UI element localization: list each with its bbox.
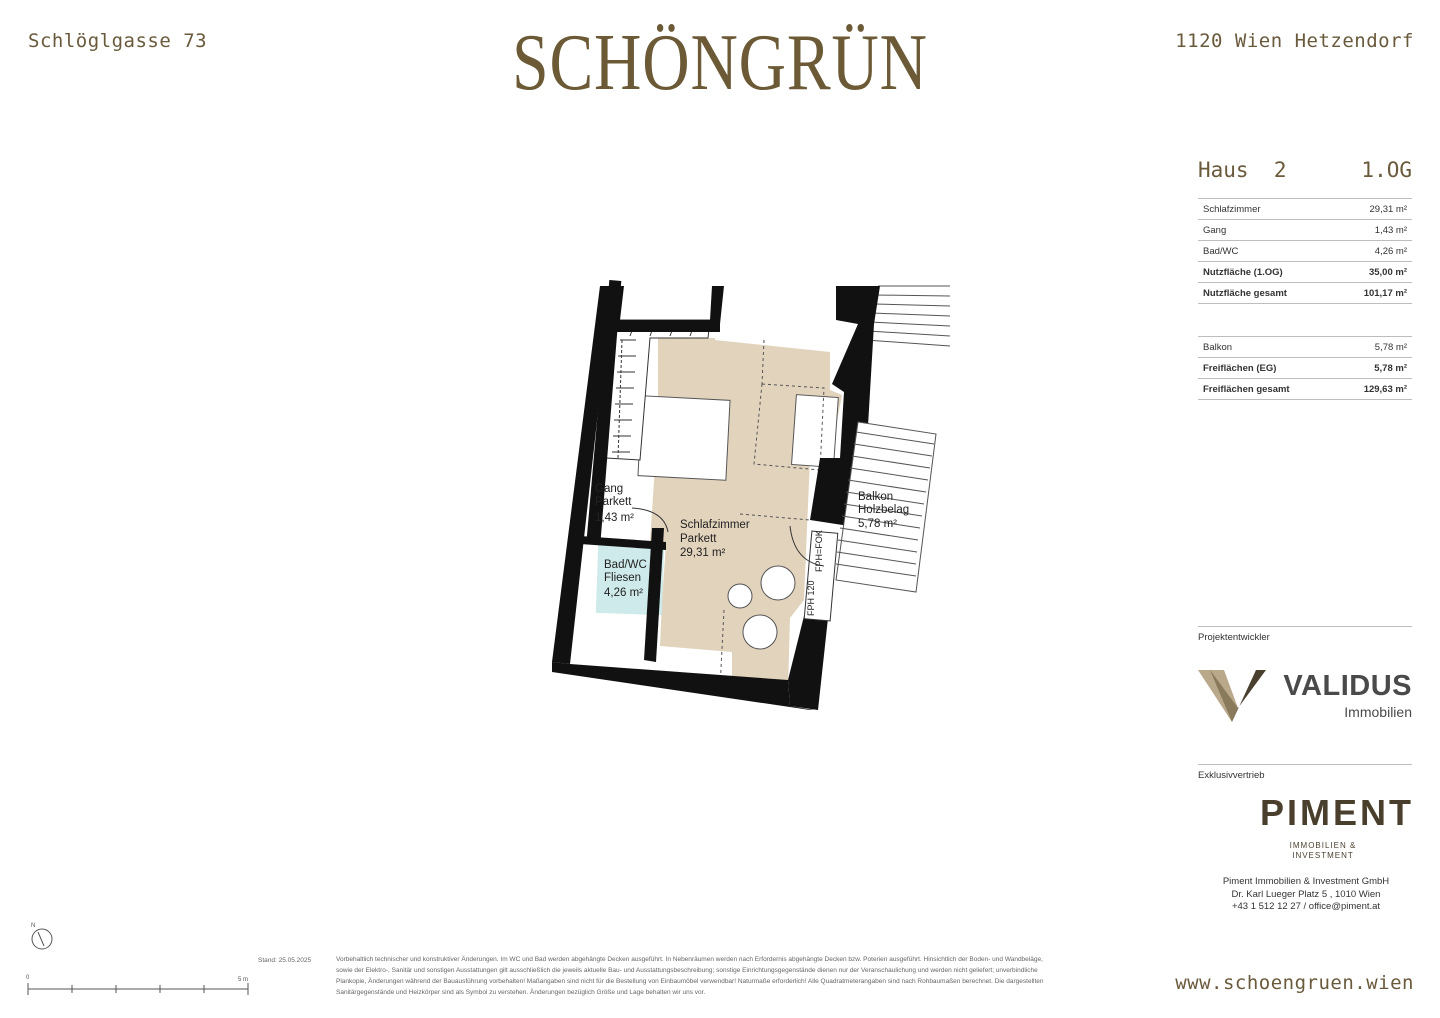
armchair (761, 566, 795, 600)
validus-logo (1198, 668, 1412, 726)
room-name-balkon: Balkon (858, 491, 894, 503)
area-value: 101,17 m² (1335, 283, 1412, 304)
side-table (728, 584, 752, 608)
project-address: Schlöglgasse 73 (28, 30, 208, 52)
scale-bar (26, 973, 252, 997)
room-area-balkon: 5,78 m² (858, 518, 897, 530)
scale-ticks (28, 983, 248, 995)
compass-icon (32, 929, 52, 949)
room-name-schlafzimmer: Schlafzimmer (680, 519, 750, 531)
date-stamp: Stand: 25.05.2025 (258, 957, 312, 964)
area-value: 29,31 m² (1335, 199, 1412, 220)
room-floor-balkon: Holzbelag (858, 504, 910, 516)
bed (638, 396, 730, 480)
piment-subtitle (1270, 841, 1376, 861)
table-row (1198, 358, 1412, 379)
table-row (1198, 262, 1412, 283)
distribution-label: Exklusivvertrieb (1198, 764, 1412, 781)
company-name: Piment Immobilien & Investment GmbH (1222, 876, 1390, 887)
disclaimer-text: Vorbehaltlich technischer und konstruktiver Änderungen. Im WC und Bad werden abgehängte Decken ausgeführt. In Nebenräumen werden nach Erfordernis abgehängte Decken bzw. Poterien ausgeführt. Hinsichtlich der Boden- und Wandbeläge, sowie der Elektro-, Sanitär und sonstigen Ausstattungen gilt ausschließlich die jeweils aktuelle Bau- und Ausstattungsbeschreibung; sonstige Einrichtungsgegenstände dienen nur der Veranschaulichung und werden nicht geliefert; unverbindliche Plankopie, Änderungen während der Bauausführung vorbehalten! Maßangaben sind nicht für die Bestellung von Einbaumöbel verwendbar! Naturmaße erforderlich! Alle Quadratmeterangaben sind nach Rohbaumaßen berechnet. Die dargestellten Sanitärgegenstände und Heizkörper sind als Symbol zu verstehen. Änderungen bezüglich Größe und Lage behalten wir uns vor. (336, 956, 1044, 996)
company-contact: +43 1 512 12 27 / office@piment.at (1231, 901, 1381, 912)
floor-label: 1.OG (1361, 158, 1412, 182)
house-number: Haus 2 (1198, 158, 1287, 182)
room-area-gang: 1,43 m² (595, 512, 634, 524)
room-floor-gang: Parkett (595, 496, 632, 508)
table-row (1198, 379, 1412, 400)
area-value: 5,78 m² (1336, 358, 1412, 379)
room-name-bad: Bad/WC (604, 559, 647, 571)
validus-name: VALIDUS (1283, 670, 1412, 702)
upper-terrace-hatch (866, 286, 950, 346)
table-row (1198, 283, 1412, 304)
area-table (1198, 198, 1412, 304)
floor-plan (540, 280, 960, 720)
room-name-gang: Gang (595, 483, 624, 495)
area-label: Nutzfläche (1.OG) (1198, 262, 1335, 283)
piment-sub-line: IMMOBILIEN & (1289, 841, 1357, 850)
piment-logo: PIMENT (1259, 792, 1414, 833)
table-row (1198, 199, 1412, 220)
table-row (1198, 337, 1412, 358)
contact-block (1198, 876, 1414, 914)
area-label: Bad/WC (1198, 241, 1335, 262)
unit-header (1198, 158, 1412, 182)
area-value: 35,00 m² (1335, 262, 1412, 283)
website-link[interactable]: www.schoengruen.wien (1175, 972, 1414, 994)
area-value: 1,43 m² (1335, 220, 1412, 241)
area-label: Freiflächen gesamt (1198, 379, 1336, 400)
validus-v-icon (1198, 668, 1268, 724)
area-label: Schlafzimmer (1198, 199, 1335, 220)
room-area-schlafzimmer: 29,31 m² (680, 547, 726, 559)
validus-subtitle: Immobilien (1344, 704, 1412, 720)
area-label: Gang (1198, 220, 1335, 241)
area-label: Nutzfläche gesamt (1198, 283, 1335, 304)
piment-sub-line: INVESTMENT (1292, 851, 1354, 860)
north-label: N (31, 923, 36, 929)
area-label: Balkon (1198, 337, 1336, 358)
room-area-bad: 4,26 m² (604, 587, 643, 599)
desk (792, 395, 839, 468)
table-row (1198, 241, 1412, 262)
project-district: 1120 Wien Hetzendorf (1175, 30, 1414, 52)
window-label: FPH=FOK (814, 530, 824, 572)
room-floor-bad: Fliesen (604, 572, 642, 584)
window-label: FPH 120 (806, 580, 816, 616)
scale-end: 5 m (238, 977, 249, 983)
table-row (1198, 220, 1412, 241)
company-address: Dr. Karl Lueger Platz 5 , 1010 Wien (1231, 888, 1381, 900)
area-label: Freiflächen (EG) (1198, 358, 1336, 379)
room-floor-schlafzimmer: Parkett (680, 533, 717, 545)
area-value: 5,78 m² (1336, 337, 1412, 358)
armchair (743, 615, 777, 649)
developer-label: Projektentwickler (1198, 626, 1412, 643)
area-value: 129,63 m² (1336, 379, 1412, 400)
area-value: 4,26 m² (1335, 241, 1412, 262)
scale-start: 0 (26, 975, 30, 981)
brand-title: SCHÖNGRÜN (512, 19, 928, 107)
north-needle-icon (38, 932, 44, 946)
north-arrow (28, 920, 58, 952)
outdoor-table (1198, 336, 1412, 400)
